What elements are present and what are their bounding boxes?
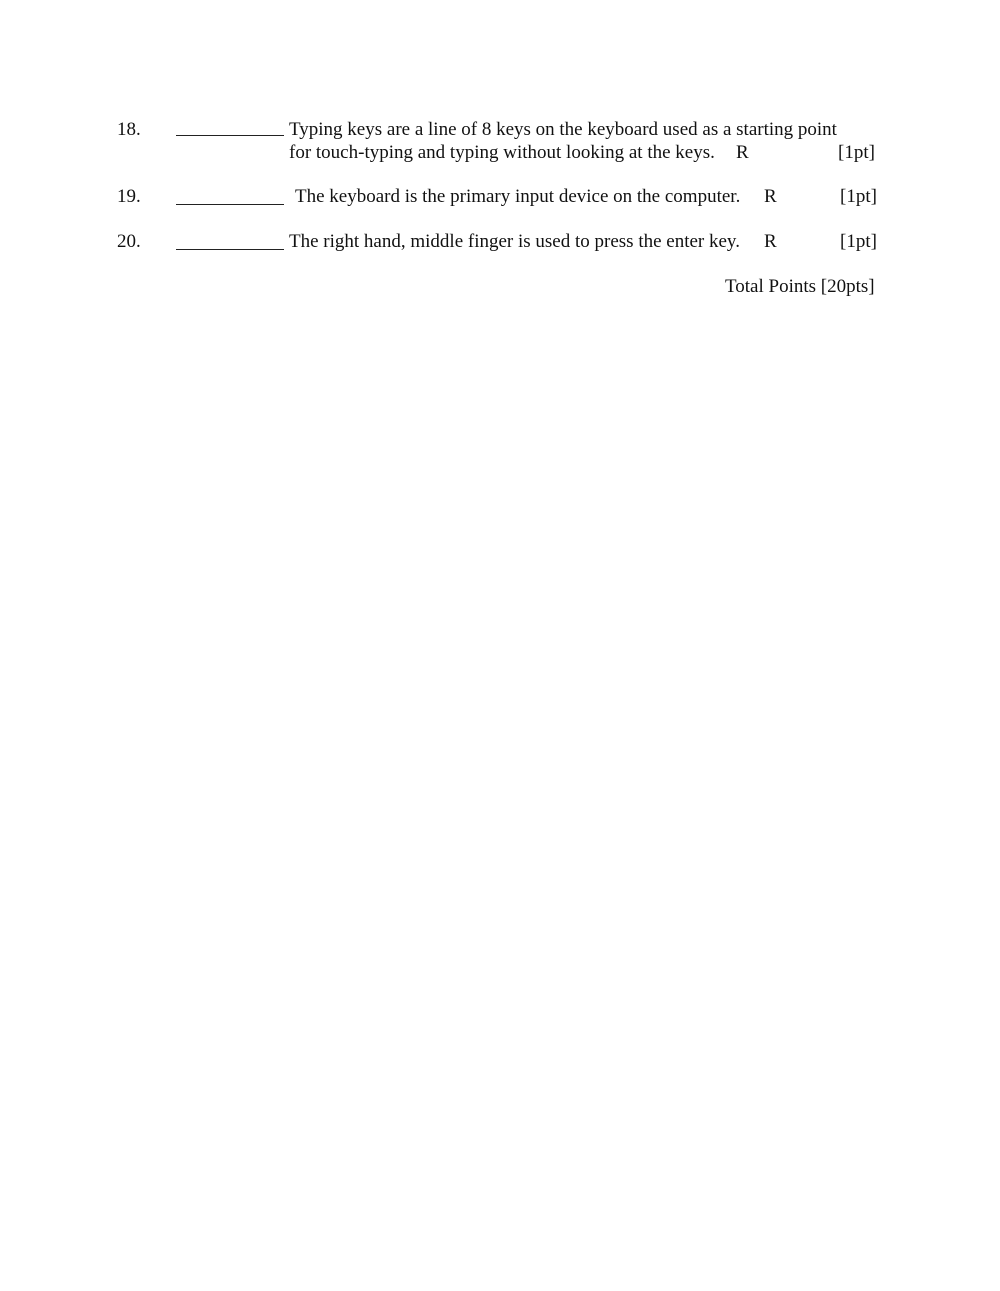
question-points: [1pt] (840, 231, 877, 252)
question-number: 20. (117, 231, 141, 252)
question-text-line1: Typing keys are a line of 8 keys on the keyboard used as a starting point (289, 119, 837, 140)
answer-blank[interactable] (176, 121, 284, 136)
question-number: 19. (117, 186, 141, 207)
answer-blank[interactable] (176, 190, 284, 205)
question-marker: R (764, 186, 777, 207)
question-points: [1pt] (838, 142, 875, 163)
question-marker: R (736, 142, 749, 163)
question-text-line2: for touch-typing and typing without looking at the keys. (289, 142, 715, 163)
question-marker: R (764, 231, 777, 252)
question-text-line1: The right hand, middle finger is used to press the enter key. (289, 231, 740, 252)
question-text-line1: The keyboard is the primary input device on the computer. (295, 186, 741, 207)
answer-blank[interactable] (176, 235, 284, 250)
question-number: 18. (117, 119, 141, 140)
total-points: Total Points [20pts] (725, 276, 875, 297)
question-points: [1pt] (840, 186, 877, 207)
